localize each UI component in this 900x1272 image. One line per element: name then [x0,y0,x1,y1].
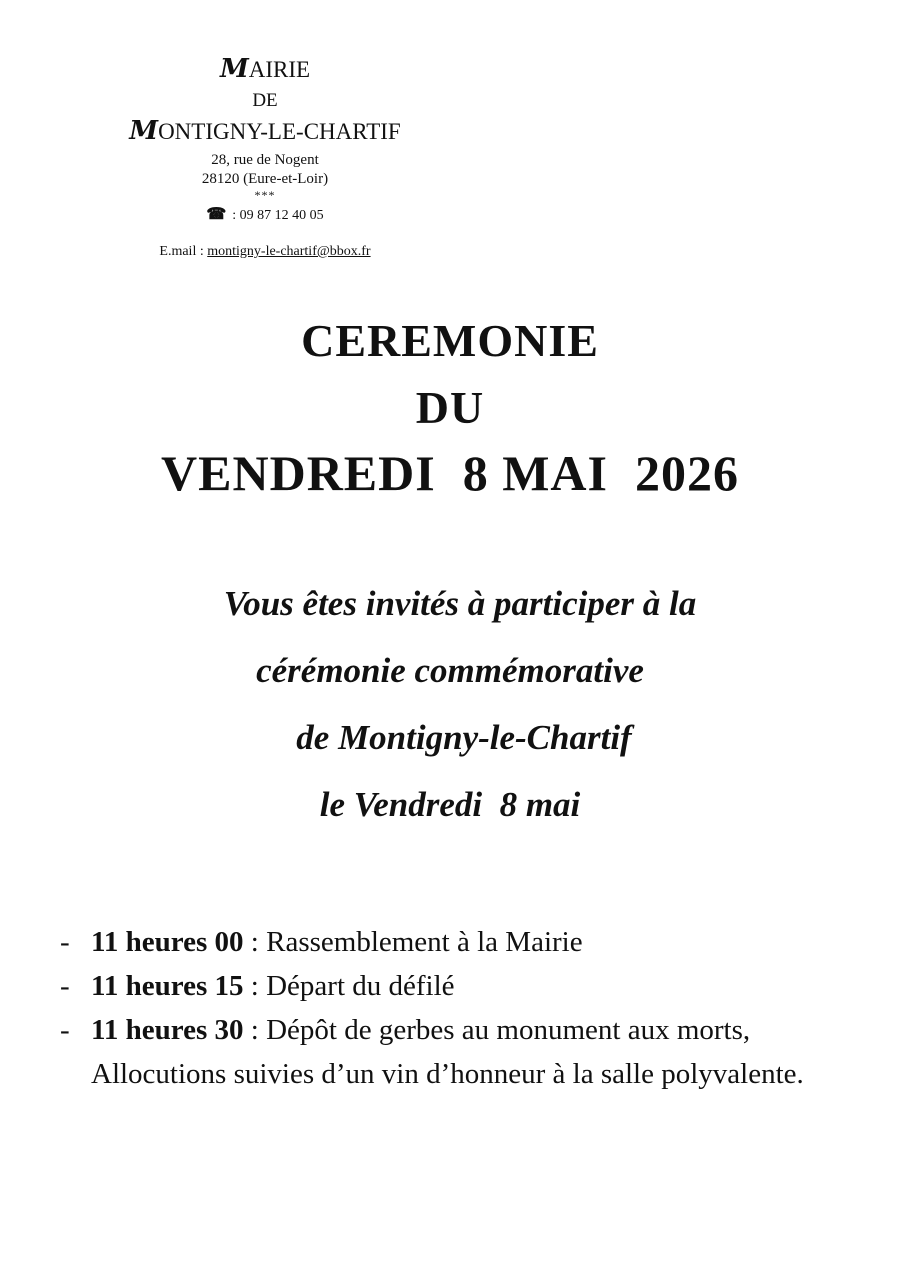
mairie-rest: AIRIE [248,57,311,82]
phone-number: : 09 87 12 40 05 [232,208,324,223]
email-line [100,245,430,259]
schedule-text: : Rassemblement à la Mairie [243,926,583,958]
schedule-text: : Départ du défilé [243,970,455,1002]
letterhead [100,52,430,259]
list-dash: - [60,926,70,958]
title-du: DU [415,382,485,433]
schedule-text: : Dépôt de gerbes au monument aux morts, Allocutions suivies d’un vin d’honneur à la salle polyvalente. [91,1014,804,1090]
postal-address: 28120 (Eure-et-Loir) [201,171,329,187]
schedule-time: 11 heures 15 [91,970,244,1002]
mairie-initial: M [219,54,249,84]
de-line: DE [252,90,278,111]
street-address: 28, rue de Nogent [211,152,319,168]
separator-stars: *** [254,188,276,202]
town-heading [100,118,430,144]
title-ceremonie: CEREMONIE [301,315,599,366]
title-date: VENDREDI 8 MAI 2026 [161,445,739,501]
email-label: E.mail : [159,244,204,259]
email-link[interactable]: montigny-le-chartif@bbox.fr [207,244,371,259]
list-dash: - [60,970,70,1002]
town-rest: ONTIGNY-LE-CHARTIF [158,119,401,144]
invitation-line-1: Vous êtes invités à participer à la [223,584,697,623]
list-dash: - [60,1014,70,1046]
invitation-line-2: cérémonie commémorative [256,651,644,690]
phone-icon: ☎ [206,206,227,223]
invitation-line-3: de Montigny-le-Chartif [296,718,632,757]
schedule-item [60,920,860,964]
schedule-item [60,1008,860,1096]
phone-line [100,207,430,223]
schedule-time: 11 heures 00 [91,926,244,958]
schedule-time: 11 heures 30 [91,1014,244,1046]
town-initial: M [129,116,159,146]
schedule-item [60,964,860,1008]
schedule-list [60,920,860,1096]
mairie-heading [100,56,430,82]
invitation-line-4: le Vendredi 8 mai [319,785,581,824]
